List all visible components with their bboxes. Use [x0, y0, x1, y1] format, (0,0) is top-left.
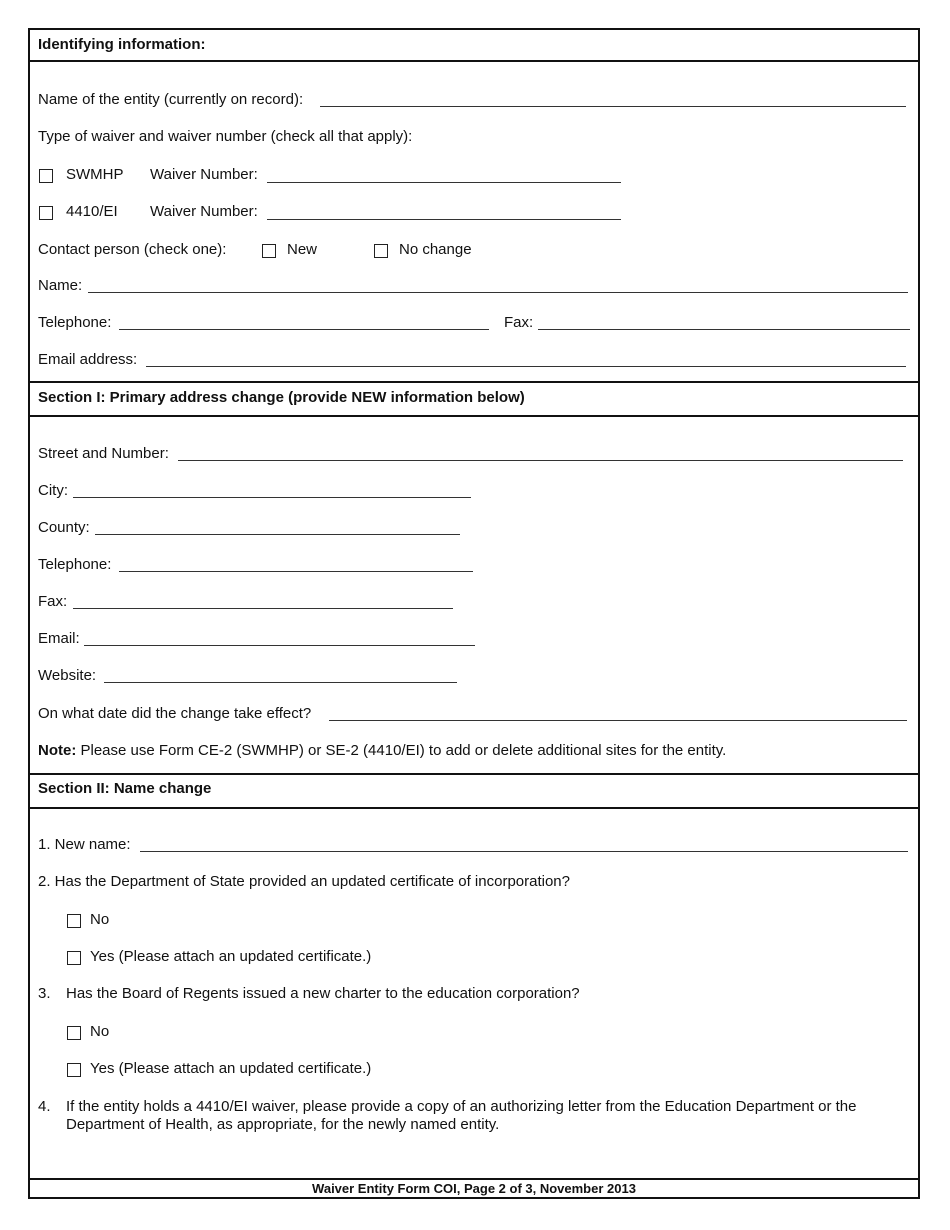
contact-no-change-label: No change [399, 241, 472, 258]
contact-fax-label: Fax: [504, 314, 534, 331]
form-footer: Waiver Entity Form COI, Page 2 of 3, November 2013 [312, 1181, 636, 1196]
divider [30, 415, 918, 417]
question-4: If the entity holds a 4410/EI waiver, please provide a copy of an authorizing letter from the Education Department or the Department of Health, as appropriate, for the newly named entity. [66, 1098, 857, 1133]
website-field[interactable] [104, 682, 457, 683]
q3-yes-label: Yes (Please attach an updated certificate.) [90, 1060, 372, 1077]
divider [30, 60, 918, 62]
note-text: Please use Form CE-2 (SWMHP) or SE-2 (4410/EI) to add or delete additional sites for the entity. [76, 742, 727, 759]
4410ei-waiver-number-field[interactable] [267, 219, 621, 220]
entity-name-field[interactable] [320, 106, 906, 107]
new-name-label: 1. New name: [38, 836, 131, 853]
street-field[interactable] [178, 460, 903, 461]
swmhp-checkbox[interactable] [39, 169, 53, 183]
contact-new-label: New [287, 241, 318, 258]
q2-no-checkbox[interactable] [67, 914, 81, 928]
website-label: Website: [38, 667, 97, 684]
swmhp-label: SWMHP [66, 166, 124, 183]
question-2: 2. Has the Department of State provided an updated certificate of incorporation? [38, 873, 570, 890]
identifying-header: Identifying information: [38, 36, 206, 53]
question-3: Has the Board of Regents issued a new charter to the education corporation? [66, 985, 580, 1002]
address-telephone-field[interactable] [119, 571, 473, 572]
swmhp-waiver-number-label: Waiver Number: [150, 166, 258, 183]
county-label: County: [38, 519, 90, 536]
divider [30, 381, 918, 383]
swmhp-waiver-number-field[interactable] [267, 182, 621, 183]
question-4-number: 4. [38, 1098, 51, 1115]
q2-yes-label: Yes (Please attach an updated certificate.) [90, 948, 372, 965]
q2-no-label: No [90, 911, 110, 928]
question-3-number: 3. [38, 985, 51, 1002]
q2-yes-checkbox[interactable] [67, 951, 81, 965]
contact-telephone-field[interactable] [119, 329, 489, 330]
contact-email-field[interactable] [146, 366, 906, 367]
note-bold-label: Note: [38, 742, 77, 759]
4410ei-label: 4410/EI [66, 203, 118, 220]
change-date-field[interactable] [329, 720, 907, 721]
q3-yes-checkbox[interactable] [67, 1063, 81, 1077]
form-frame [28, 28, 920, 1199]
waiver-type-label: Type of waiver and waiver number (check all that apply): [38, 128, 413, 145]
4410ei-checkbox[interactable] [39, 206, 53, 220]
street-label: Street and Number: [38, 445, 169, 462]
contact-telephone-label: Telephone: [38, 314, 112, 331]
address-fax-label: Fax: [38, 593, 68, 610]
change-date-label: On what date did the change take effect? [38, 705, 312, 722]
divider [30, 773, 918, 775]
section2-header: Section II: Name change [38, 780, 212, 797]
contact-fax-field[interactable] [538, 329, 910, 330]
4410ei-waiver-number-label: Waiver Number: [150, 203, 258, 220]
address-email-field[interactable] [84, 645, 475, 646]
contact-person-label: Contact person (check one): [38, 241, 227, 258]
address-fax-field[interactable] [73, 608, 453, 609]
address-email-label: Email: [38, 630, 80, 647]
address-telephone-label: Telephone: [38, 556, 112, 573]
entity-name-label: Name of the entity (currently on record): [38, 91, 304, 108]
section1-header: Section I: Primary address change (provide NEW information below) [38, 389, 525, 406]
county-field[interactable] [95, 534, 460, 535]
section1-note [38, 742, 726, 760]
contact-new-checkbox[interactable] [262, 244, 276, 258]
city-label: City: [38, 482, 68, 499]
contact-name-field[interactable] [88, 292, 908, 293]
contact-name-label: Name: [38, 277, 83, 294]
city-field[interactable] [73, 497, 471, 498]
q3-no-checkbox[interactable] [67, 1026, 81, 1040]
new-name-field[interactable] [140, 851, 908, 852]
contact-no-change-checkbox[interactable] [374, 244, 388, 258]
divider [30, 807, 918, 809]
q3-no-label: No [90, 1023, 110, 1040]
contact-email-label: Email address: [38, 351, 138, 368]
